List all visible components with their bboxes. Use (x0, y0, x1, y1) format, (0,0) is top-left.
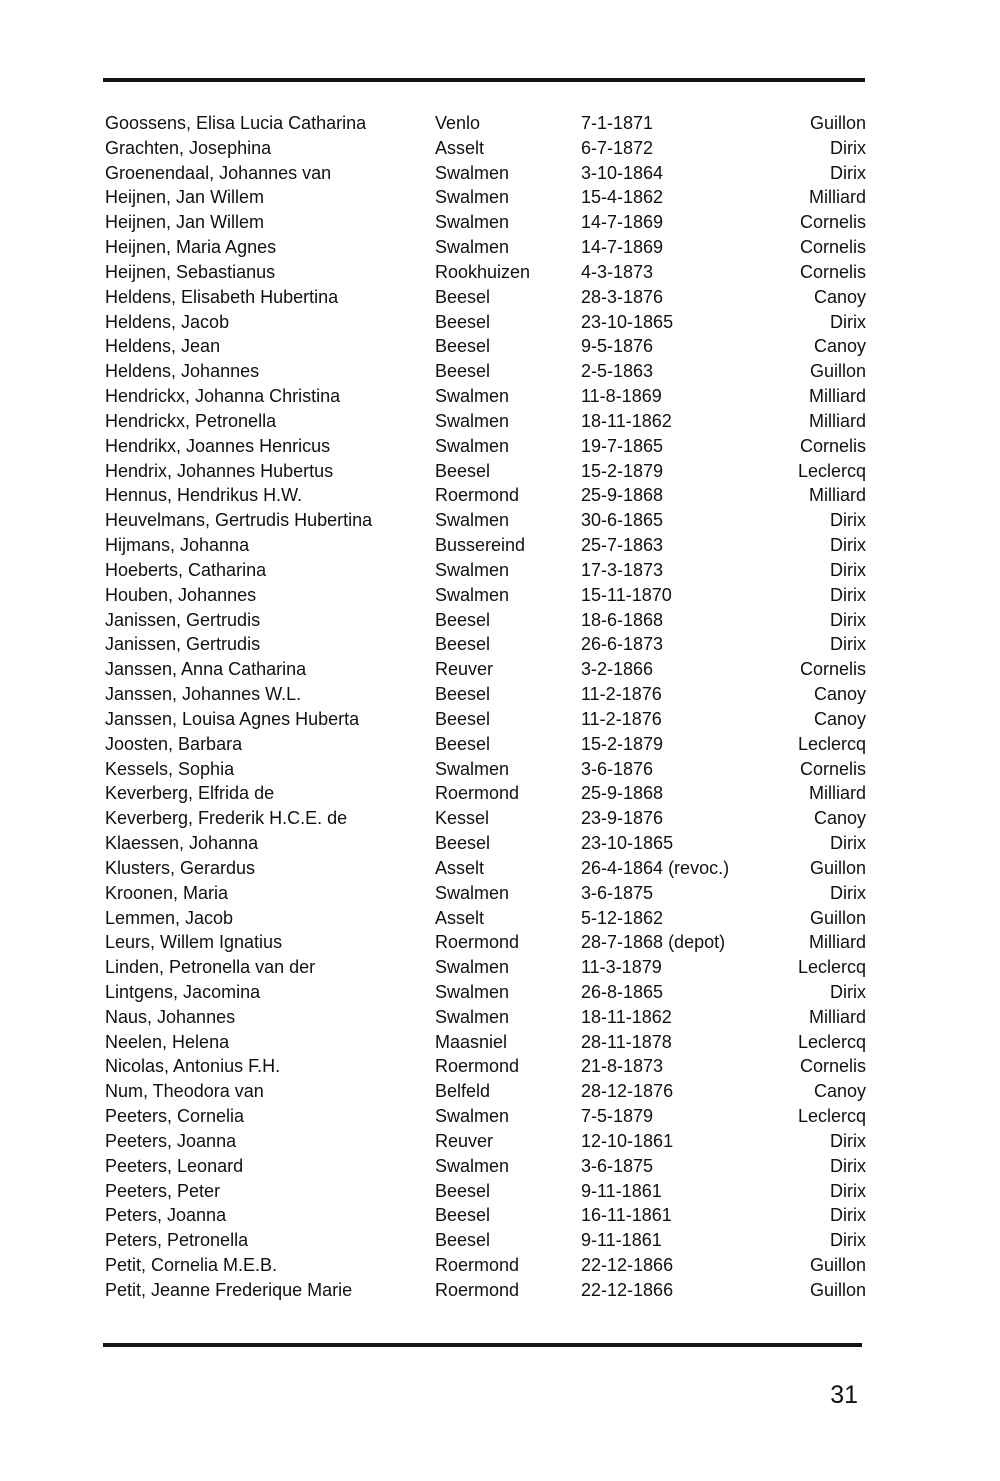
place-name: Swalmen (435, 162, 510, 183)
person-name: Janssen, Johannes W.L. (105, 684, 302, 705)
person-name: Hendrickx, Johanna Christina (105, 386, 341, 407)
place-name: Beesel (435, 1230, 491, 1251)
registration-date: 11-2-1876 (581, 708, 662, 729)
registration-date: 12-10-1861 (581, 1130, 674, 1151)
table-row (104, 955, 866, 980)
registration-date: 23-10-1865 (581, 311, 674, 332)
registration-date: 6-7-1872 (581, 137, 654, 158)
table-row (104, 1104, 866, 1129)
official-name: Cornelis (799, 261, 866, 282)
table-row (104, 583, 866, 608)
official-name: Canoy (813, 286, 866, 307)
place-name: Maasniel (435, 1031, 508, 1052)
person-name: Janssen, Anna Catharina (105, 659, 307, 680)
official-name: Leclercq (797, 957, 866, 978)
official-name: Canoy (813, 808, 866, 829)
official-name: Dirix (830, 584, 866, 605)
registration-date: 25-7-1863 (581, 535, 664, 556)
table-row (104, 533, 866, 558)
table-row (104, 1253, 866, 1278)
person-name: Heldens, Elisabeth Hubertina (105, 286, 339, 307)
person-name: Heldens, Johannes (105, 361, 260, 382)
place-name: Swalmen (435, 410, 510, 431)
person-name: Peters, Petronella (105, 1230, 249, 1251)
official-name: Cornelis (799, 435, 866, 456)
official-name: Dirix (830, 137, 866, 158)
registration-date: 7-1-1871 (581, 113, 654, 133)
registration-date: 9-5-1876 (581, 336, 654, 357)
table-row (104, 781, 866, 806)
place-name: Roermond (435, 485, 520, 506)
table-row (104, 1228, 866, 1253)
person-name: Janissen, Gertrudis (105, 609, 261, 630)
page-number: 31 (830, 1381, 858, 1409)
official-name: Milliard (808, 783, 866, 804)
table-row (104, 1203, 866, 1228)
registration-date: 22-12-1866 (581, 1255, 674, 1276)
registration-date: 26-6-1873 (581, 634, 664, 655)
registration-date: 9-11-1861 (581, 1180, 662, 1201)
table-row (104, 1129, 866, 1154)
person-name: Heldens, Jean (105, 336, 221, 357)
registration-date: 15-4-1862 (581, 187, 664, 208)
place-name: Swalmen (435, 1106, 510, 1127)
table-row (104, 682, 866, 707)
table-row (104, 980, 866, 1005)
person-name: Hoeberts, Catharina (105, 559, 267, 580)
table-row (104, 508, 866, 533)
registration-date: 18-11-1862 (581, 1006, 672, 1027)
person-name: Heijnen, Sebastianus (105, 261, 276, 282)
official-name: Dirix (830, 162, 866, 183)
official-name: Milliard (808, 932, 866, 953)
person-name: Peeters, Cornelia (105, 1106, 245, 1127)
registration-date: 14-7-1869 (581, 212, 664, 233)
place-name: Reuver (435, 1130, 494, 1151)
table-row (104, 1154, 866, 1179)
place-name: Beesel (435, 833, 491, 854)
place-name: Beesel (435, 634, 491, 655)
registration-date: 11-2-1876 (581, 684, 662, 705)
official-name: Dirix (830, 1130, 866, 1151)
registration-date: 3-6-1875 (581, 1155, 654, 1176)
official-name: Dirix (830, 510, 866, 531)
place-name: Beesel (435, 1205, 491, 1226)
registration-date: 30-6-1865 (581, 510, 664, 531)
place-name: Swalmen (435, 510, 510, 531)
person-name: Linden, Petronella van der (105, 957, 316, 978)
person-name: Heijnen, Jan Willem (105, 212, 265, 233)
place-name: Reuver (435, 659, 494, 680)
official-name: Cornelis (799, 758, 866, 779)
person-name: Hendrix, Johannes Hubertus (105, 460, 334, 481)
table-row (104, 906, 866, 931)
place-name: Bussereind (435, 535, 526, 556)
place-name: Kessel (435, 808, 490, 829)
official-name: Dirix (830, 559, 866, 580)
table-row (104, 757, 866, 782)
official-name: Dirix (830, 1230, 866, 1251)
registration-date: 28-3-1876 (581, 286, 664, 307)
registration-date: 28-7-1868 (depot) (581, 932, 726, 953)
table-row (104, 235, 866, 260)
person-name: Groenendaal, Johannes van (105, 162, 332, 183)
registration-date: 28-11-1878 (581, 1031, 672, 1052)
table-row (104, 310, 866, 335)
table-row (104, 1079, 866, 1104)
place-name: Venlo (435, 113, 481, 133)
place-name: Swalmen (435, 957, 510, 978)
table-row (104, 806, 866, 831)
table-row (104, 185, 866, 210)
table-row (104, 1278, 866, 1303)
official-name: Leclercq (797, 1031, 866, 1052)
official-name: Milliard (808, 485, 866, 506)
official-name: Canoy (813, 708, 866, 729)
registration-date: 4-3-1873 (581, 261, 654, 282)
table-row (104, 285, 866, 310)
registration-date: 26-8-1865 (581, 981, 664, 1002)
table-row (104, 260, 866, 285)
place-name: Asselt (435, 857, 485, 878)
registration-date: 25-9-1868 (581, 485, 664, 506)
place-name: Belfeld (435, 1081, 491, 1102)
official-name: Dirix (830, 1180, 866, 1201)
place-name: Swalmen (435, 386, 510, 407)
registration-date: 18-11-1862 (581, 410, 672, 431)
table-row (104, 1179, 866, 1204)
table-row (104, 136, 866, 161)
table-row (104, 334, 866, 359)
place-name: Beesel (435, 336, 491, 357)
place-name: Swalmen (435, 212, 510, 233)
registration-date: 3-10-1864 (581, 162, 664, 183)
place-name: Swalmen (435, 882, 510, 903)
registration-date: 21-8-1873 (581, 1056, 664, 1077)
person-name: Petit, Cornelia M.E.B. (105, 1255, 278, 1276)
place-name: Roermond (435, 1255, 520, 1276)
place-name: Swalmen (435, 584, 510, 605)
registration-date: 28-12-1876 (581, 1081, 674, 1102)
official-name: Dirix (830, 981, 866, 1002)
place-name: Rookhuizen (435, 261, 531, 282)
person-name: Grachten, Josephina (105, 137, 272, 158)
person-name: Nicolas, Antonius F.H. (105, 1056, 281, 1077)
official-name: Dirix (830, 1155, 866, 1176)
person-name: Leurs, Willem Ignatius (105, 932, 283, 953)
table-row (104, 1030, 866, 1055)
person-name: Keverberg, Elfrida de (105, 783, 275, 804)
official-name: Dirix (830, 882, 866, 903)
person-name: Keverberg, Frederik H.C.E. de (105, 808, 348, 829)
table-row (104, 384, 866, 409)
place-name: Swalmen (435, 1006, 510, 1027)
place-name: Swalmen (435, 981, 510, 1002)
person-name: Heldens, Jacob (105, 311, 230, 332)
person-name: Janssen, Louisa Agnes Huberta (105, 708, 360, 729)
person-name: Goossens, Elisa Lucia Catharina (105, 113, 367, 133)
place-name: Swalmen (435, 758, 510, 779)
official-name: Canoy (813, 684, 866, 705)
table-row (104, 856, 866, 881)
registration-date: 16-11-1861 (581, 1205, 672, 1226)
registration-date: 25-9-1868 (581, 783, 664, 804)
registration-date: 26-4-1864 (revoc.) (581, 857, 730, 878)
table-row (104, 707, 866, 732)
person-name: Heijnen, Maria Agnes (105, 237, 277, 258)
person-name: Joosten, Barbara (105, 733, 243, 754)
registration-date: 23-9-1876 (581, 808, 664, 829)
table-row (104, 161, 866, 186)
table-row (104, 1005, 866, 1030)
registration-date: 9-11-1861 (581, 1230, 662, 1251)
registration-date: 22-12-1866 (581, 1279, 674, 1300)
person-name: Houben, Johannes (105, 584, 257, 605)
official-name: Cornelis (799, 659, 866, 680)
place-name: Beesel (435, 708, 491, 729)
person-name: Hennus, Hendrikus H.W. (105, 485, 303, 506)
official-name: Canoy (813, 1081, 866, 1102)
person-name: Janissen, Gertrudis (105, 634, 261, 655)
person-name: Kessels, Sophia (105, 758, 235, 779)
official-name: Milliard (808, 1006, 866, 1027)
top-rule (103, 78, 865, 82)
place-name: Swalmen (435, 559, 510, 580)
table-row (104, 608, 866, 633)
person-name: Hendrikx, Joannes Henricus (105, 435, 331, 456)
official-name: Dirix (830, 833, 866, 854)
table-row (104, 732, 866, 757)
registration-date: 3-2-1866 (581, 659, 654, 680)
official-name: Leclercq (797, 733, 866, 754)
registration-date: 3-6-1875 (581, 882, 654, 903)
place-name: Beesel (435, 684, 491, 705)
registration-date: 11-3-1879 (581, 957, 662, 978)
official-name: Cornelis (799, 237, 866, 258)
place-name: Asselt (435, 137, 485, 158)
person-name: Heijnen, Jan Willem (105, 187, 265, 208)
official-name: Dirix (830, 1205, 866, 1226)
place-name: Asselt (435, 907, 485, 928)
person-name: Peeters, Peter (105, 1180, 221, 1201)
person-name: Peters, Joanna (105, 1205, 227, 1226)
table-row (104, 657, 866, 682)
registration-date: 23-10-1865 (581, 833, 674, 854)
official-name: Guillon (809, 857, 866, 878)
registration-date: 5-12-1862 (581, 907, 664, 928)
person-name: Klusters, Gerardus (105, 857, 256, 878)
place-name: Beesel (435, 609, 491, 630)
table-row (104, 558, 866, 583)
person-name: Peeters, Joanna (105, 1130, 237, 1151)
person-name: Petit, Jeanne Frederique Marie (105, 1279, 353, 1300)
table-row (104, 1054, 866, 1079)
table-row (104, 881, 866, 906)
official-name: Milliard (808, 386, 866, 407)
person-name: Lintgens, Jacomina (105, 981, 261, 1002)
registration-date: 19-7-1865 (581, 435, 664, 456)
registration-date: 3-6-1876 (581, 758, 654, 779)
table-row (104, 111, 866, 136)
place-name: Swalmen (435, 1155, 510, 1176)
registration-date: 7-5-1879 (581, 1106, 654, 1127)
registration-date: 15-11-1870 (581, 584, 672, 605)
table-row (104, 831, 866, 856)
registration-date: 18-6-1868 (581, 609, 664, 630)
official-name: Cornelis (799, 212, 866, 233)
table-row (104, 210, 866, 235)
place-name: Beesel (435, 1180, 491, 1201)
registration-date: 2-5-1863 (581, 361, 654, 382)
official-name: Dirix (830, 609, 866, 630)
place-name: Swalmen (435, 187, 510, 208)
registration-date: 14-7-1869 (581, 237, 664, 258)
official-name: Guillon (809, 1279, 866, 1300)
place-name: Roermond (435, 783, 520, 804)
official-name: Guillon (809, 907, 866, 928)
table-row (104, 483, 866, 508)
table-row (104, 434, 866, 459)
place-name: Beesel (435, 460, 491, 481)
person-name: Heuvelmans, Gertrudis Hubertina (105, 510, 373, 531)
registration-date: 15-2-1879 (581, 460, 664, 481)
official-name: Dirix (830, 535, 866, 556)
official-name: Canoy (813, 336, 866, 357)
registration-date: 17-3-1873 (581, 559, 664, 580)
person-name: Neelen, Helena (105, 1031, 230, 1052)
official-name: Cornelis (799, 1056, 866, 1077)
person-name: Naus, Johannes (105, 1006, 236, 1027)
table-row (104, 930, 866, 955)
official-name: Leclercq (797, 460, 866, 481)
table-row (104, 632, 866, 657)
registration-date: 15-2-1879 (581, 733, 664, 754)
place-name: Roermond (435, 1279, 520, 1300)
person-name: Peeters, Leonard (105, 1155, 244, 1176)
registration-date: 11-8-1869 (581, 386, 662, 407)
place-name: Beesel (435, 286, 491, 307)
table-row (104, 359, 866, 384)
bottom-rule (103, 1343, 862, 1347)
official-name: Milliard (808, 410, 866, 431)
place-name: Beesel (435, 361, 491, 382)
official-name: Dirix (830, 311, 866, 332)
register-table (104, 111, 866, 1303)
table-row (104, 459, 866, 484)
official-name: Dirix (830, 634, 866, 655)
table-row (104, 409, 866, 434)
official-name: Guillon (809, 361, 866, 382)
official-name: Leclercq (797, 1106, 866, 1127)
official-name: Guillon (809, 113, 866, 133)
place-name: Roermond (435, 932, 520, 953)
person-name: Klaessen, Johanna (105, 833, 259, 854)
person-name: Hendrickx, Petronella (105, 410, 277, 431)
person-name: Hijmans, Johanna (105, 535, 250, 556)
person-name: Kroonen, Maria (105, 882, 229, 903)
person-name: Lemmen, Jacob (105, 907, 234, 928)
person-name: Num, Theodora van (105, 1081, 264, 1102)
place-name: Beesel (435, 733, 491, 754)
place-name: Swalmen (435, 435, 510, 456)
place-name: Beesel (435, 311, 491, 332)
official-name: Milliard (808, 187, 866, 208)
place-name: Swalmen (435, 237, 510, 258)
official-name: Guillon (809, 1255, 866, 1276)
place-name: Roermond (435, 1056, 520, 1077)
